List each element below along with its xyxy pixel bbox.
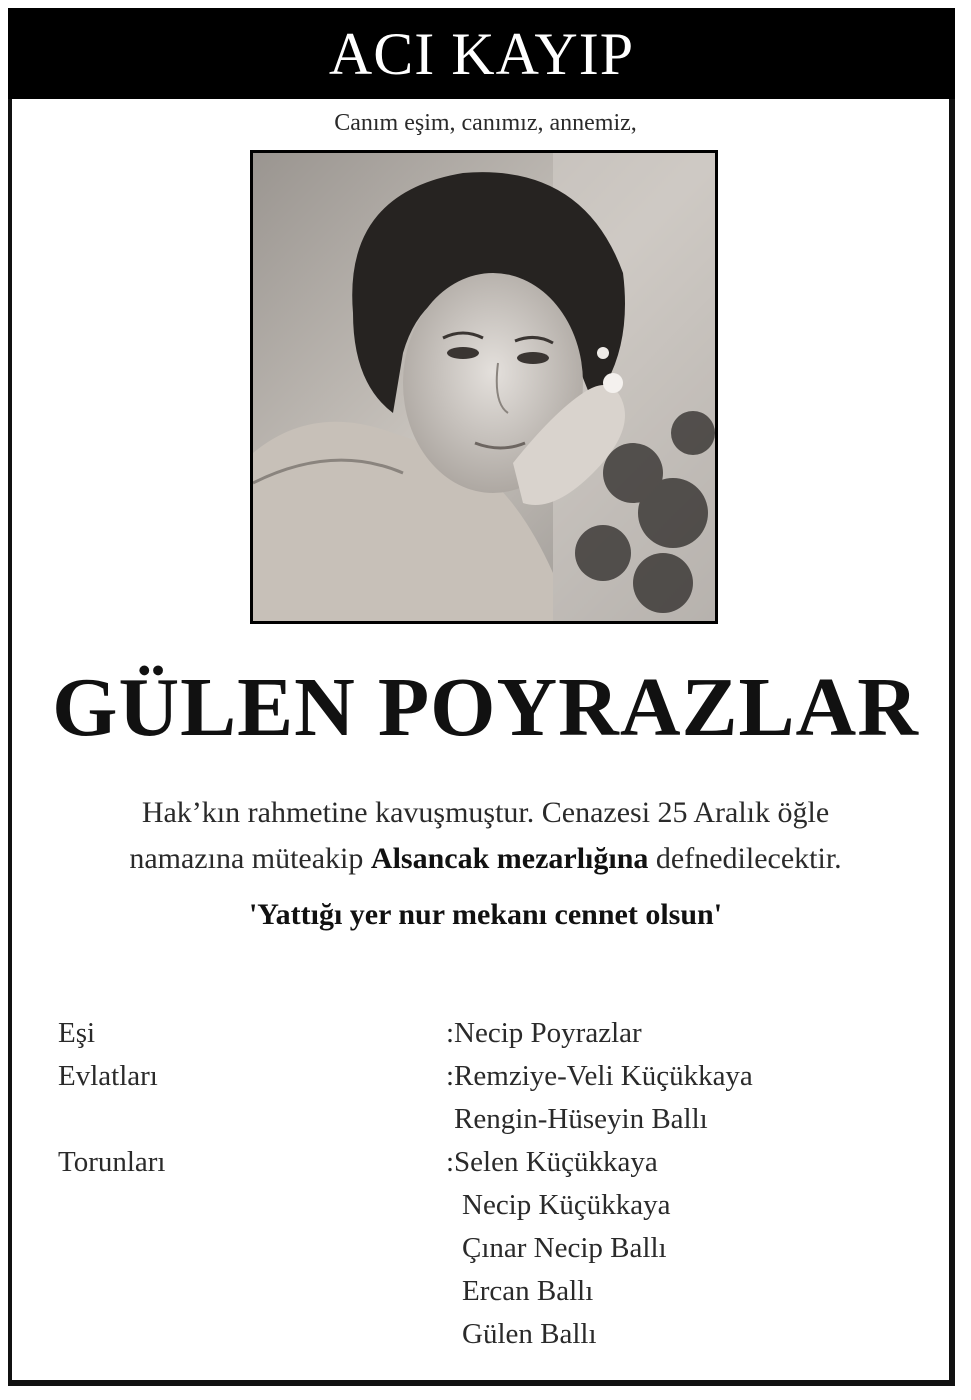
children-row-2: [58, 1098, 938, 1141]
family-list: [58, 1012, 938, 1356]
grandchildren-row-5: [58, 1313, 938, 1356]
prayer-text: 'Yattığı yer nur mekanı cennet olsun': [248, 898, 723, 931]
grandchild-name: :Selen Küçükkaya: [446, 1146, 658, 1178]
grandchildren-label: Torunları: [58, 1146, 166, 1178]
spouse-row: [58, 1012, 938, 1055]
child-name: :Remziye-Veli Küçükkaya: [446, 1060, 753, 1092]
child-name: Rengin-Hüseyin Ballı: [454, 1103, 708, 1135]
grandchild-name: Çınar Necip Ballı: [462, 1232, 667, 1264]
spouse-label: Eşi: [58, 1017, 96, 1049]
header-banner: [8, 8, 955, 99]
intro-text: Canım eşim, canımız, annemiz,: [334, 110, 637, 136]
portrait-photo: [250, 150, 718, 624]
announcement-line-2-start: namazına müteakip: [129, 842, 371, 875]
deceased-name: GÜLEN POYRAZLAR: [52, 661, 919, 754]
announcement-text: [0, 790, 971, 882]
grandchildren-row-3: [58, 1227, 938, 1270]
announcement-line-1: Hak’kın rahmetine kavuşmuştur. Cenazesi 25 Aralık öğle: [141, 796, 830, 829]
spouse-name: :Necip Poyrazlar: [446, 1017, 642, 1049]
children-row: [58, 1055, 938, 1098]
header-title: ACI KAYIP: [328, 20, 635, 87]
children-label: Evlatları: [58, 1060, 158, 1092]
announcement-line-2-end: defnedilecektir.: [648, 842, 842, 875]
grandchild-name: Gülen Ballı: [462, 1318, 597, 1350]
burial-place: Alsancak mezarlığına: [370, 842, 649, 875]
announcement-line-2: [0, 836, 971, 882]
portrait-photo-icon: [253, 153, 715, 621]
grandchildren-row: [58, 1141, 938, 1184]
grandchild-name: Necip Küçükkaya: [462, 1189, 671, 1221]
grandchildren-row-4: [58, 1270, 938, 1313]
grandchild-name: Ercan Ballı: [462, 1275, 594, 1307]
grandchildren-row-2: [58, 1184, 938, 1227]
